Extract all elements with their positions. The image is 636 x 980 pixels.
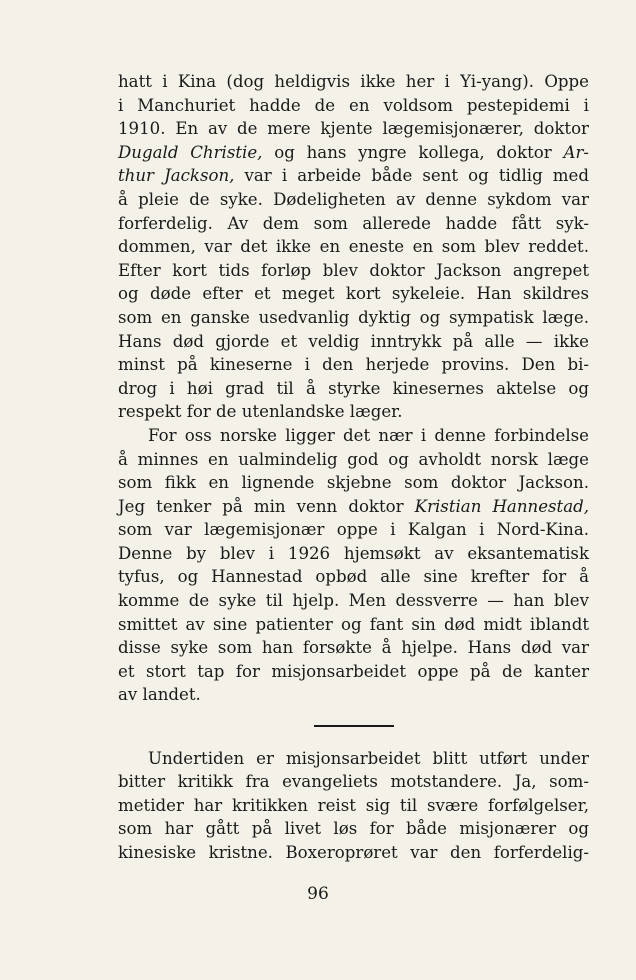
- text-line: som var lægemisjonær oppe i Kalgan i Nord-Kina.: [118, 520, 589, 540]
- text-line: forferdelig. Av dem som allerede hadde fått syk-: [118, 213, 589, 233]
- text-line: Undertiden er misjonsarbeidet blitt utført under: [148, 748, 589, 768]
- section-divider: [314, 725, 394, 727]
- text-line: i Manchuriet hadde de en voldsom pestepidemi i: [118, 95, 589, 115]
- page-content: [118, 70, 589, 865]
- text-line: av landet.: [118, 685, 201, 705]
- line-text: Jeg tenker på min venn doktor Kristian Hannestad,: [118, 496, 589, 516]
- page-number: 96: [307, 884, 329, 904]
- text-line: For oss norske ligger det nær i denne forbindelse: [148, 425, 589, 445]
- text-line: Efter kort tids forløp blev doktor Jackson angrepet: [118, 260, 589, 280]
- line-text: Dugald Christie, og hans yngre kollega, doktor Ar-: [118, 142, 590, 162]
- text-line: [118, 164, 589, 188]
- text-line: hatt i Kina (dog heldigvis ikke her i Yi-yang). Oppe: [118, 72, 589, 91]
- text-line: å pleie de syke. Dødeligheten av denne sykdom var: [118, 189, 589, 209]
- text-line: kinesiske kristne. Boxeroprøret var den forferdelig-: [118, 842, 589, 862]
- text-line: og døde efter et meget kort sykeleie. Han skildres: [118, 284, 589, 304]
- text-line: å minnes en ualmindelig god og avholdt norsk læge: [118, 449, 589, 469]
- text-line: [118, 495, 589, 519]
- text-line: dommen, var det ikke en eneste en som blev reddet.: [118, 237, 589, 257]
- text-line: metider har kritikken reist sig til svære forfølgelser,: [118, 795, 589, 815]
- italic-name: thur Jackson,: [118, 166, 235, 186]
- text-line: som fikk en lignende skjebne som doktor Jackson.: [118, 473, 589, 493]
- text-line: komme de syke til hjelp. Men dessverre — han blev: [118, 591, 589, 611]
- italic-name: Kristian Hannestad,: [414, 496, 589, 516]
- text-line: tyfus, og Hannestad opbød alle sine krefter for å: [118, 567, 589, 587]
- paragraph-2: [118, 424, 589, 707]
- text-line: smittet av sine patienter og fant sin død midt iblandt: [118, 614, 589, 634]
- text-line: et stort tap for misjonsarbeidet oppe på de kanter: [118, 661, 589, 681]
- text-line: som en ganske usedvanlig dyktig og sympatisk læge.: [118, 307, 589, 327]
- paragraph-1: [118, 70, 589, 424]
- paragraph-3: [118, 747, 589, 865]
- text-line: bitter kritikk fra evangeliets motstandere. Ja, som-: [118, 772, 589, 792]
- text-line: minst på kineserne i den herjede provins. Den bi-: [118, 355, 589, 375]
- text-line: disse syke som han forsøkte å hjelpe. Hans død var: [118, 638, 589, 658]
- text-line: Hans død gjorde et veldig inntrykk på alle — ikke: [118, 331, 589, 351]
- italic-name: Dugald Christie,: [118, 142, 263, 162]
- text-line: Denne by blev i 1926 hjemsøkt av eksantematisk: [118, 543, 589, 563]
- text-line: 1910. En av de mere kjente lægemisjonærer, doktor: [118, 119, 589, 139]
- text-line: [118, 141, 589, 165]
- text-line: som har gått på livet løs for både misjonærer og: [118, 819, 589, 839]
- text-line: respekt for de utenlandske læger.: [118, 402, 403, 422]
- text-line: drog i høi grad til å styrke kinesernes aktelse og: [118, 378, 589, 398]
- italic-name: Ar-: [563, 142, 590, 162]
- line-text: thur Jackson, var i arbeide både sent og tidlig med: [118, 166, 589, 186]
